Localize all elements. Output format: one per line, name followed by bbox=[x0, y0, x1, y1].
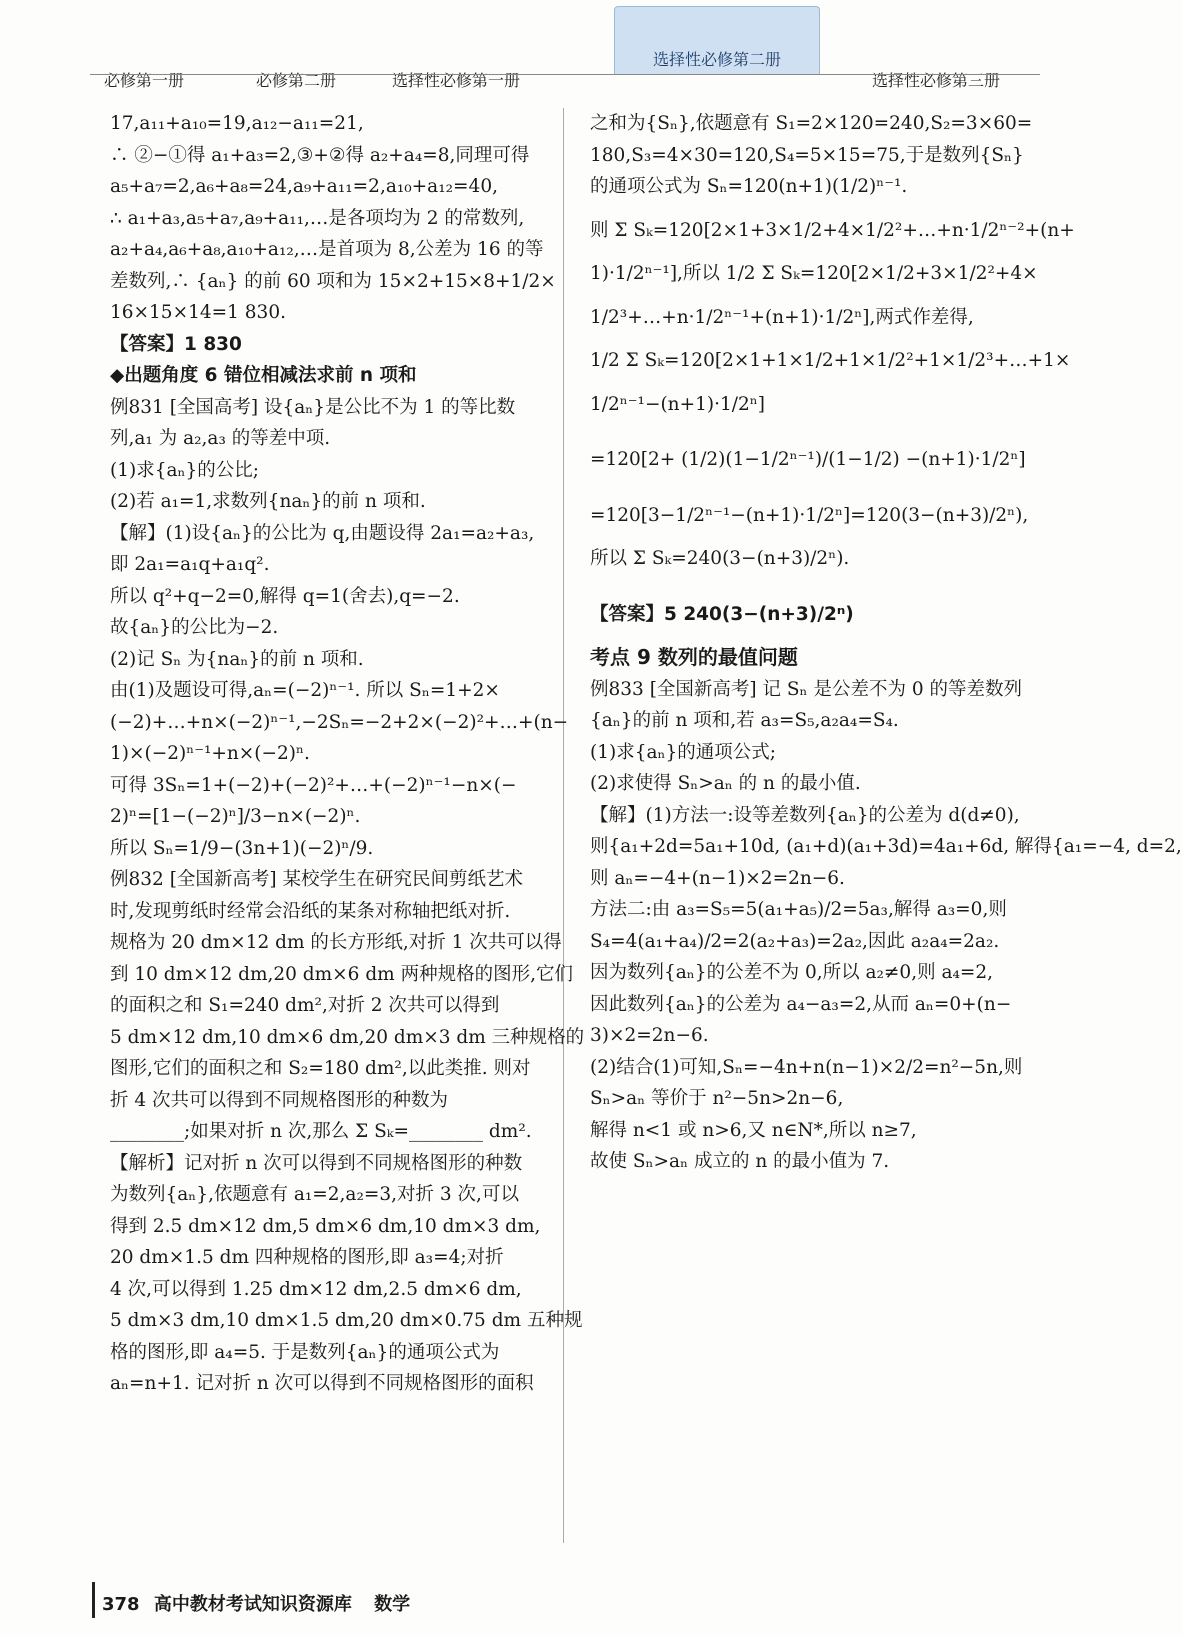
text-line: 1/2ⁿ⁻¹−(n+1)·1/2ⁿ] bbox=[590, 393, 765, 415]
text-line: (2)若 a₁=1,求数列{naₙ}的前 n 项和. bbox=[110, 491, 426, 512]
example-832-title: 例832 [全国新高考] 某校学生在研究民间剪纸艺术 bbox=[110, 869, 524, 890]
text-line: 故使 Sₙ>aₙ 成立的 n 的最小值为 7. bbox=[590, 1151, 890, 1172]
text-line: (2)结合(1)可知,Sₙ=−4n+n(n−1)×2/2=n²−5n,则 bbox=[590, 1056, 1023, 1078]
text-line: 方法二:由 a₃=S₅=5(a₁+a₅)/2=5a₃,解得 a₃=0,则 bbox=[590, 899, 1007, 920]
text-line: 则{a₁+2d=5a₁+10d, (a₁+d)(a₁+3d)=4a₁+6d, 解得{a₁=−4, d=2, bbox=[590, 836, 1182, 857]
text-line: 20 dm×1.5 dm 四种规格的图形,即 a₃=4;对折 bbox=[110, 1247, 504, 1268]
text-line: (1)求{aₙ}的通项公式; bbox=[590, 741, 777, 763]
text-line: 可得 3Sₙ=1+(−2)+(−2)²+…+(−2)ⁿ⁻¹−n×(− bbox=[110, 774, 517, 796]
solution-line: 【解】(1)设{aₙ}的公比为 q,由题设得 2a₁=a₂+a₃, bbox=[110, 522, 535, 544]
text-line: 的面积之和 S₁=240 dm²,对折 2 次共可以得到 bbox=[110, 995, 500, 1016]
book-title: 高中教材考试知识资源库 bbox=[153, 1594, 352, 1615]
tab-required-2[interactable]: 必修第二册 bbox=[256, 71, 337, 90]
text-line: 时,发现剪纸时经常会沿纸的某条对称轴把纸对折. bbox=[110, 900, 511, 922]
chapter-tabs bbox=[0, 0, 1080, 100]
text-line: 16×15×14=1 830. bbox=[110, 302, 286, 323]
text-line: 解得 n<1 或 n>6,又 n∈N*,所以 n≥7, bbox=[590, 1119, 917, 1141]
text-line: ________;如果对折 n 次,那么 Σ Sₖ=________ dm². bbox=[110, 1121, 532, 1142]
answer-line: 【答案】1 830 bbox=[110, 333, 242, 355]
text-line: 5 dm×3 dm,10 dm×1.5 dm,20 dm×0.75 dm 五种规 bbox=[110, 1310, 583, 1331]
text-line: 1)×(−2)ⁿ⁻¹+n×(−2)ⁿ. bbox=[110, 743, 310, 764]
text-line: 的通项公式为 Sₙ=120(n+1)(1/2)ⁿ⁻¹. bbox=[590, 176, 908, 197]
text-line: 图形,它们的面积之和 S₂=180 dm²,以此类推. 则对 bbox=[110, 1058, 531, 1079]
tab-elective-2-label: 选择性必修第二册 bbox=[652, 50, 781, 69]
text-line: 因此数列{aₙ}的公差为 a₄−a₃=2,从而 aₙ=0+(n− bbox=[590, 993, 1012, 1015]
text-line: 格的图形,即 a₄=5. 于是数列{aₙ}的通项公式为 bbox=[110, 1341, 500, 1363]
text-line: =120[3−1/2ⁿ⁻¹−(n+1)·1/2ⁿ]=120(3−(n+3)/2ⁿ), bbox=[590, 504, 1029, 526]
text-line: 3)×2=2n−6. bbox=[590, 1025, 709, 1046]
subject: 数学 bbox=[374, 1594, 411, 1615]
text-line: 1/2³+…+n·1/2ⁿ⁻¹+(n+1)·1/2ⁿ],两式作差得, bbox=[590, 306, 974, 328]
text-line: 得到 2.5 dm×12 dm,5 dm×6 dm,10 dm×3 dm, bbox=[110, 1215, 541, 1237]
text-line: 则 aₙ=−4+(n−1)×2=2n−6. bbox=[590, 867, 845, 889]
tab-elective-2-active[interactable] bbox=[614, 6, 820, 75]
solution-line: 【解】(1)方法一:设等差数列{aₙ}的公差为 d(d≠0), bbox=[590, 804, 1020, 826]
text-line: 即 2a₁=a₁q+a₁q². bbox=[110, 554, 270, 575]
text-line: 1)·1/2ⁿ⁻¹],所以 1/2 Σ Sₖ=120[2×1/2+3×1/2²+4× bbox=[590, 263, 1038, 284]
text-line: (1)求{aₙ}的公比; bbox=[110, 459, 260, 481]
text-line: 180,S₃=4×30=120,S₄=5×15=75,于是数列{Sₙ} bbox=[590, 144, 1024, 166]
page-footer bbox=[92, 1590, 410, 1616]
text-line: (2)记 Sₙ 为{naₙ}的前 n 项和. bbox=[110, 648, 364, 670]
text-line: 4 次,可以得到 1.25 dm×12 dm,2.5 dm×6 dm, bbox=[110, 1278, 522, 1300]
tab-elective-1[interactable]: 选择性必修第一册 bbox=[392, 71, 521, 90]
text-line: ∴ ②−①得 a₁+a₃=2,③+②得 a₂+a₄=8,同理可得 bbox=[110, 144, 530, 166]
text-line: =120[2+ (1/2)(1−1/2ⁿ⁻¹)/(1−1/2) −(n+1)·1/2ⁿ] bbox=[590, 449, 1026, 470]
text-line: 为数列{aₙ},依题意有 a₁=2,a₂=3,对折 3 次,可以 bbox=[110, 1184, 519, 1205]
text-line: Sₙ>aₙ 等价于 n²−5n>2n−6, bbox=[590, 1088, 844, 1109]
text-line: 之和为{Sₙ},依题意有 S₁=2×120=240,S₂=3×60= bbox=[590, 113, 1033, 134]
text-line: 17,a₁₁+a₁₀=19,a₁₂−a₁₁=21, bbox=[110, 113, 364, 134]
text-line: 因为数列{aₙ}的公差不为 0,所以 a₂≠0,则 a₄=2, bbox=[590, 962, 994, 983]
text-line: 差数列,∴ {aₙ} 的前 60 项和为 15×2+15×8+1/2× bbox=[110, 270, 556, 292]
page-number: 378 bbox=[102, 1594, 140, 1615]
example-833-title: 例833 [全国新高考] 记 Sₙ 是公差不为 0 的等差数列 bbox=[590, 678, 1022, 700]
text-line: (2)求使得 Sₙ>aₙ 的 n 的最小值. bbox=[590, 773, 861, 794]
text-line: a₅+a₇=2,a₆+a₈=24,a₉+a₁₁=2,a₁₀+a₁₂=40, bbox=[110, 176, 498, 197]
text-line: (−2)+…+n×(−2)ⁿ⁻¹,−2Sₙ=−2+2×(−2)²+…+(n− bbox=[110, 711, 569, 733]
text-line: 列,a₁ 为 a₂,a₃ 的等差中项. bbox=[110, 428, 331, 449]
topic-heading: 考点 9 数列的最值问题 bbox=[590, 645, 798, 669]
text-line: a₂+a₄,a₆+a₈,a₁₀+a₁₂,…是首项为 8,公差为 16 的等 bbox=[110, 239, 544, 260]
tab-required-1[interactable]: 必修第一册 bbox=[104, 71, 185, 90]
text-line: 1/2 Σ Sₖ=120[2×1+1×1/2+1×1/2²+1×1/2³+…+1× bbox=[590, 350, 1071, 371]
text-line: 所以 q²+q−2=0,解得 q=1(舍去),q=−2. bbox=[110, 585, 460, 607]
text-line: S₄=4(a₁+a₄)/2=2(a₂+a₃)=2a₂,因此 a₂a₄=2a₂. bbox=[590, 930, 1000, 952]
left-column bbox=[110, 108, 585, 1400]
text-line: 规格为 20 dm×12 dm 的长方形纸,对折 1 次共可以得 bbox=[110, 932, 562, 953]
text-line: 则 Σ Sₖ=120[2×1+3×1/2+4×1/2²+…+n·1/2ⁿ⁻²+(n+ bbox=[590, 219, 1075, 241]
text-line: 到 10 dm×12 dm,20 dm×6 dm 两种规格的图形,它们 bbox=[110, 963, 573, 985]
text-line: {aₙ}的前 n 项和,若 a₃=S₅,a₂a₄=S₄. bbox=[590, 710, 899, 731]
analysis-line: 【解析】记对折 n 次可以得到不同规格图形的种数 bbox=[110, 1152, 523, 1174]
answer-line: 【答案】5 240(3−(n+3)/2ⁿ) bbox=[590, 603, 854, 625]
text-line: 折 4 次共可以得到不同规格图形的种数为 bbox=[110, 1089, 449, 1111]
text-line: 由(1)及题设可得,aₙ=(−2)ⁿ⁻¹. 所以 Sₙ=1+2× bbox=[110, 680, 500, 701]
right-column bbox=[590, 108, 1182, 1178]
tab-elective-3[interactable]: 选择性必修第三册 bbox=[872, 71, 1001, 90]
text-line: aₙ=n+1. 记对折 n 次可以得到不同规格图形的面积 bbox=[110, 1373, 534, 1394]
text-line: ∴ a₁+a₃,a₅+a₇,a₉+a₁₁,…是各项均为 2 的常数列, bbox=[110, 207, 525, 229]
tab-divider bbox=[90, 74, 1040, 75]
text-line: 所以 Sₙ=1/9−(3n+1)(−2)ⁿ/9. bbox=[110, 837, 374, 859]
text-line: 故{aₙ}的公比为−2. bbox=[110, 617, 279, 638]
text-line: 所以 Σ Sₖ=240(3−(n+3)/2ⁿ). bbox=[590, 548, 850, 569]
text-line: 2)ⁿ=[1−(−2)ⁿ]/3−n×(−2)ⁿ. bbox=[110, 806, 361, 827]
text-line: 5 dm×12 dm,10 dm×6 dm,20 dm×3 dm 三种规格的 bbox=[110, 1026, 585, 1048]
example-831-title: 例831 [全国高考] 设{aₙ}是公比不为 1 的等比数 bbox=[110, 396, 516, 418]
section-heading: ◆出题角度 6 错位相减法求前 n 项和 bbox=[110, 365, 417, 386]
